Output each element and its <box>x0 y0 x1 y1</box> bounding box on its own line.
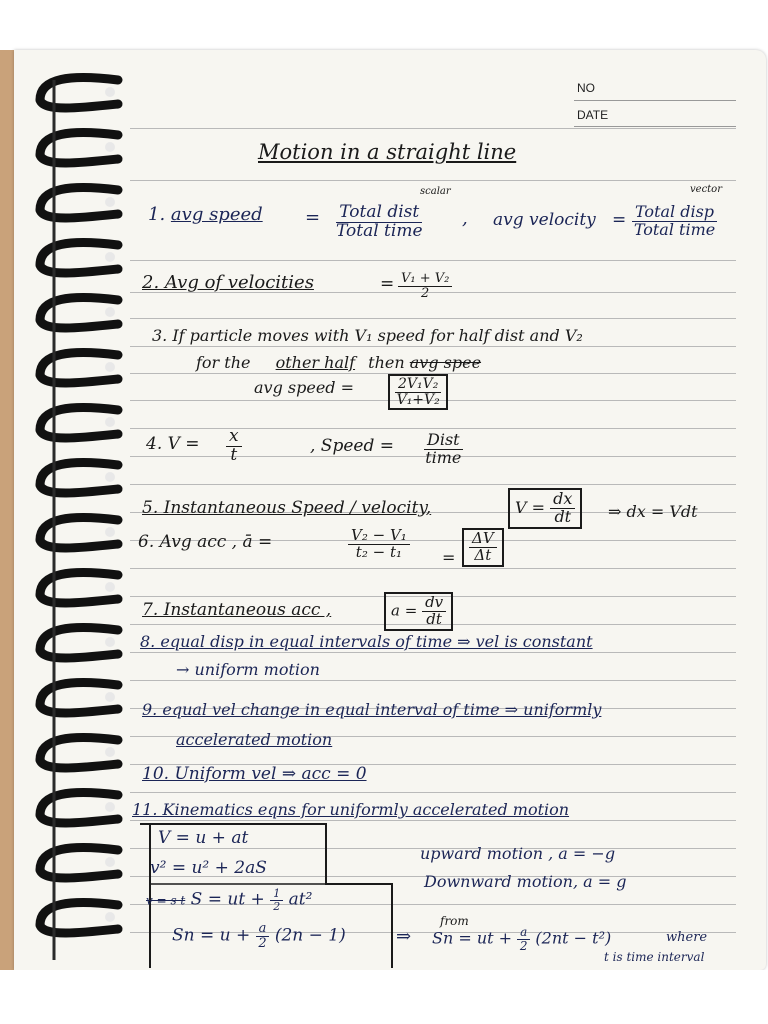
note-1-numerator: Total dist <box>336 204 422 223</box>
equation-3-half-den: 2 <box>273 899 281 913</box>
note-3-then: then <box>368 353 405 372</box>
note-3-struck-text: avg spee <box>409 353 482 372</box>
note-6-box-denominator: Δt <box>474 545 492 564</box>
note-3-numerator: 2V₁V₂ <box>395 377 441 393</box>
equation-4-den: 2 <box>258 935 267 951</box>
note-1-vel-denominator: Total time <box>633 219 716 239</box>
note-6-label: 6. Avg acc , ā = <box>138 532 273 552</box>
note-2-numerator: V₁ + V₂ <box>398 272 452 287</box>
note-1-avg-velocity: avg velocity <box>493 210 596 230</box>
note-4-speed-numerator: Dist <box>424 432 463 450</box>
note-5-label: 5. Instantaneous Speed / velocity, <box>142 498 432 518</box>
note-3-for-the: for the <box>196 353 251 372</box>
equation-3-half-num: 1 <box>270 888 283 901</box>
note-3-avg-speed-label: avg speed = <box>254 378 355 397</box>
note-6-equals: = <box>442 548 456 567</box>
note-8-line-1: 8. equal disp in equal intervals of time ⇒ vel is constant <box>140 632 593 651</box>
note-4-numerator: x <box>226 428 242 447</box>
from-annotation: from <box>440 914 469 928</box>
note-4-speed-denominator: time <box>425 447 462 467</box>
note-4-denominator: t <box>230 444 238 465</box>
note-5-denominator: dt <box>554 506 572 526</box>
note-1-comma: , <box>462 208 468 229</box>
equation-4-num: a <box>256 922 270 937</box>
vector-annotation: vector <box>690 184 722 195</box>
note-4-speed-label: , Speed = <box>310 436 394 456</box>
note-7-a-label: a = <box>391 601 418 620</box>
date-label: DATE <box>577 108 609 122</box>
note-1-equals-2: = <box>612 210 627 230</box>
note-4-label: 4. V = <box>146 434 200 454</box>
equation-3-tail: at² <box>288 889 313 910</box>
time-interval-note: t is time interval <box>604 950 705 964</box>
note-5-arrow-result: ⇒ dx = Vdt <box>608 502 698 521</box>
equation-4-start: Sn = u + <box>172 925 251 946</box>
note-1-denominator: Total time <box>336 220 423 241</box>
note-9-line-1: 9. equal vel change in equal interval of time ⇒ uniformly <box>142 700 602 719</box>
note-6-box-numerator: ΔV <box>469 531 497 548</box>
equation-4-arrow: ⇒ <box>396 926 412 947</box>
equation-5-start: Sn = ut + <box>432 928 513 948</box>
note-1-avg-speed: avg speed <box>170 204 263 225</box>
note-6-denominator: t₂ − t₁ <box>355 542 402 561</box>
note-7-denominator: dt <box>426 609 442 628</box>
note-3-line-1: 3. If particle moves with V₁ speed for half dist and V₂ <box>152 326 583 345</box>
note-7-label: 7. Instantaneous acc , <box>142 600 332 620</box>
where-label: where <box>666 930 708 945</box>
page-title: Motion in a straight line <box>258 140 517 164</box>
note-3-other-half: other half <box>275 353 356 372</box>
no-label: NO <box>577 81 595 95</box>
equation-3-main: S = ut + <box>190 889 265 910</box>
scalar-annotation: scalar <box>420 186 451 197</box>
downward-motion-note: Downward motion, a = g <box>424 872 627 891</box>
equation-5-end: (2nt − t²) <box>535 928 612 948</box>
equation-3-struck: v = s t <box>146 893 186 908</box>
note-5-v-label: V = <box>515 497 546 517</box>
note-11-header: 11. Kinematics eqns for uniformly accelerated motion <box>132 800 570 819</box>
equation-4 <box>172 922 346 950</box>
equation-5-num: a <box>517 926 530 940</box>
note-3-denominator: V₁+V₂ <box>396 391 440 408</box>
note-8-line-2: → uniform motion <box>176 660 320 679</box>
upward-motion-note: upward motion , a = −g <box>420 844 616 863</box>
equation-5-den: 2 <box>519 938 528 953</box>
equation-2: v² = u² + 2aS <box>150 858 267 878</box>
equation-5 <box>432 926 611 952</box>
note-9-line-2: accelerated motion <box>176 730 333 749</box>
note-2-label: 2. Avg of velocities <box>142 272 314 293</box>
note-7-numerator: dv <box>422 595 446 612</box>
note-1-equals: = <box>305 207 321 228</box>
note-2-equals: = <box>380 274 395 294</box>
note-10: 10. Uniform vel ⇒ acc = 0 <box>142 764 367 784</box>
note-2-denominator: 2 <box>421 285 430 301</box>
note-5-numerator: dx <box>550 491 575 509</box>
note-1-number: 1. <box>148 204 166 225</box>
equation-3 <box>146 888 312 912</box>
equation-1: V = u + at <box>158 828 249 848</box>
equation-4-end: (2n − 1) <box>274 925 346 946</box>
note-6-numerator: V₂ − V₁ <box>348 528 410 545</box>
note-1-vel-numerator: Total disp <box>632 204 717 222</box>
